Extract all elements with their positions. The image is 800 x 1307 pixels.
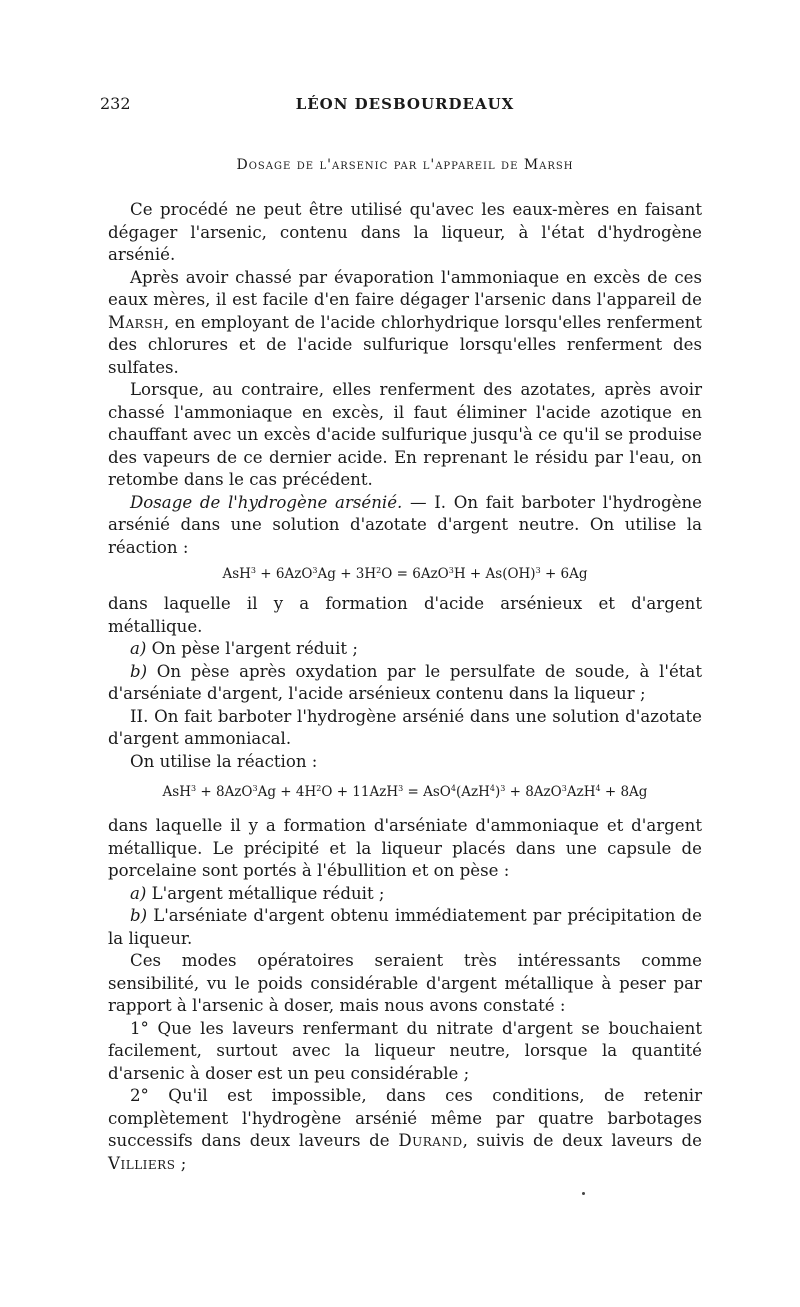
paragraph	[108, 492, 702, 560]
paragraph: dans laquelle il y a formation d'acide arsénieux et d'argent métallique.	[108, 594, 702, 636]
chemical-equation-2: $AsH^3 + 8AzO^3Ag + 4H^2O + 11AzH^3 = AsO^4(AzH^4)^3 + 8AzO^3AzH^4 + 8Ag$	[162, 784, 648, 800]
list-item	[108, 638, 702, 661]
running-head-author: LÉON DESBOURDEAUX	[295, 95, 515, 113]
list-item	[108, 883, 702, 906]
list-item-text: L'argent métallique réduit ;	[146, 883, 385, 903]
list-item	[108, 905, 702, 950]
list-item-text: L'arséniate d'argent obtenu immédiatement par précipitation de la liqueur.	[108, 906, 702, 948]
person-name: Durand	[398, 1131, 463, 1150]
paragraph: Ces modes opératoires seraient très intéressants comme sensibilité, vu le poids considérable d'argent métallique à peser par rapport à l'arsenic à doser, mais nous avons constaté :	[108, 951, 702, 1015]
page-number: 232	[100, 94, 131, 113]
section-title	[100, 157, 710, 173]
list-item-text: On pèse après oxydation par le persulfate de soude, à l'état d'arséniate d'argent, l'acide arsénieux contenu dans la liqueur ;	[108, 661, 702, 703]
body-text	[108, 199, 702, 1175]
paragraph	[108, 267, 702, 380]
paragraph: Ce procédé ne peut être utilisé qu'avec les eaux-mères en faisant dégager l'arsenic, contenu dans la liqueur, à l'état d'hydrogène arsénié.	[108, 200, 702, 264]
paragraph: dans laquelle il y a formation d'arséniate d'ammoniaque et d'argent métallique. Le précipité et la liqueur placés dans une capsule de porcelaine sont portés à l'ébullition et on pèse :	[108, 816, 702, 880]
paragraph: 1° Que les laveurs renfermant du nitrate d'argent se bouchaient facilement, surtout avec la liqueur neutre, lorsque la quantité d'arsenic à doser est un peu considérable ;	[108, 1018, 702, 1083]
paragraph: Lorsque, au contraire, elles renferment des azotates, après avoir chassé l'ammoniaque en excès, il faut éliminer l'acide azotique en chauffant avec un excès d'acide sulfurique jusqu'à ce qu'il se produise des vapeurs de ce dernier acide. En reprenant le résidu par l'eau, on retombe dans le cas précédent.	[108, 380, 702, 489]
list-marker: b)	[130, 906, 148, 925]
chemical-equation-1: $AsH^3 + 6AzO^3Ag + 3H^2O = 6AzO^3H + As(OH)^3 + 6Ag$	[222, 566, 588, 582]
list-marker: a)	[130, 639, 147, 658]
print-speck	[582, 1192, 585, 1195]
section-title-text: Dosage de l'arsenic par l'appareil de	[236, 157, 524, 173]
list-item-text: On pèse l'argent réduit ;	[146, 639, 358, 658]
paragraph-text: 2° Qu'il est impossible, dans ces conditions, de retenir complètement l'hydrogène arsénié même par quatre barbotages successifs dans deux laveurs de	[108, 1086, 702, 1150]
paragraph-text: , en employant de l'acide chlorhydrique lorsqu'elles renferment des chlorures et de l'acide sulfurique lorsqu'elles renferment des sulfates.	[108, 312, 702, 377]
list-marker: a)	[130, 883, 147, 903]
section-title-name: Marsh	[523, 157, 574, 173]
person-name: Marsh	[108, 312, 164, 332]
paragraph-text: Après avoir chassé par évaporation l'ammoniaque en excès de ces eaux mères, il est facile d'en faire dégager l'arsenic dans l'appareil de	[108, 267, 702, 309]
paragraph: II. On fait barboter l'hydrogène arsénié dans une solution d'azotate d'argent ammoniacal.	[108, 706, 702, 748]
paragraph-text: — I. On fait barboter l'hydrogène arsénié dans une solution d'azotate d'argent neutre. On utilise la réaction :	[108, 492, 702, 557]
paragraph-text: ;	[175, 1153, 187, 1173]
paragraph	[108, 1085, 702, 1175]
paragraph: On utilise la réaction :	[130, 751, 318, 771]
list-item	[108, 661, 702, 706]
paragraph-text: , suivis de deux laveurs de	[462, 1131, 702, 1150]
person-name: Villiers	[108, 1153, 176, 1173]
list-marker: b)	[130, 661, 148, 681]
subsection-heading: Dosage de l'hydrogène arsénié.	[130, 492, 403, 512]
